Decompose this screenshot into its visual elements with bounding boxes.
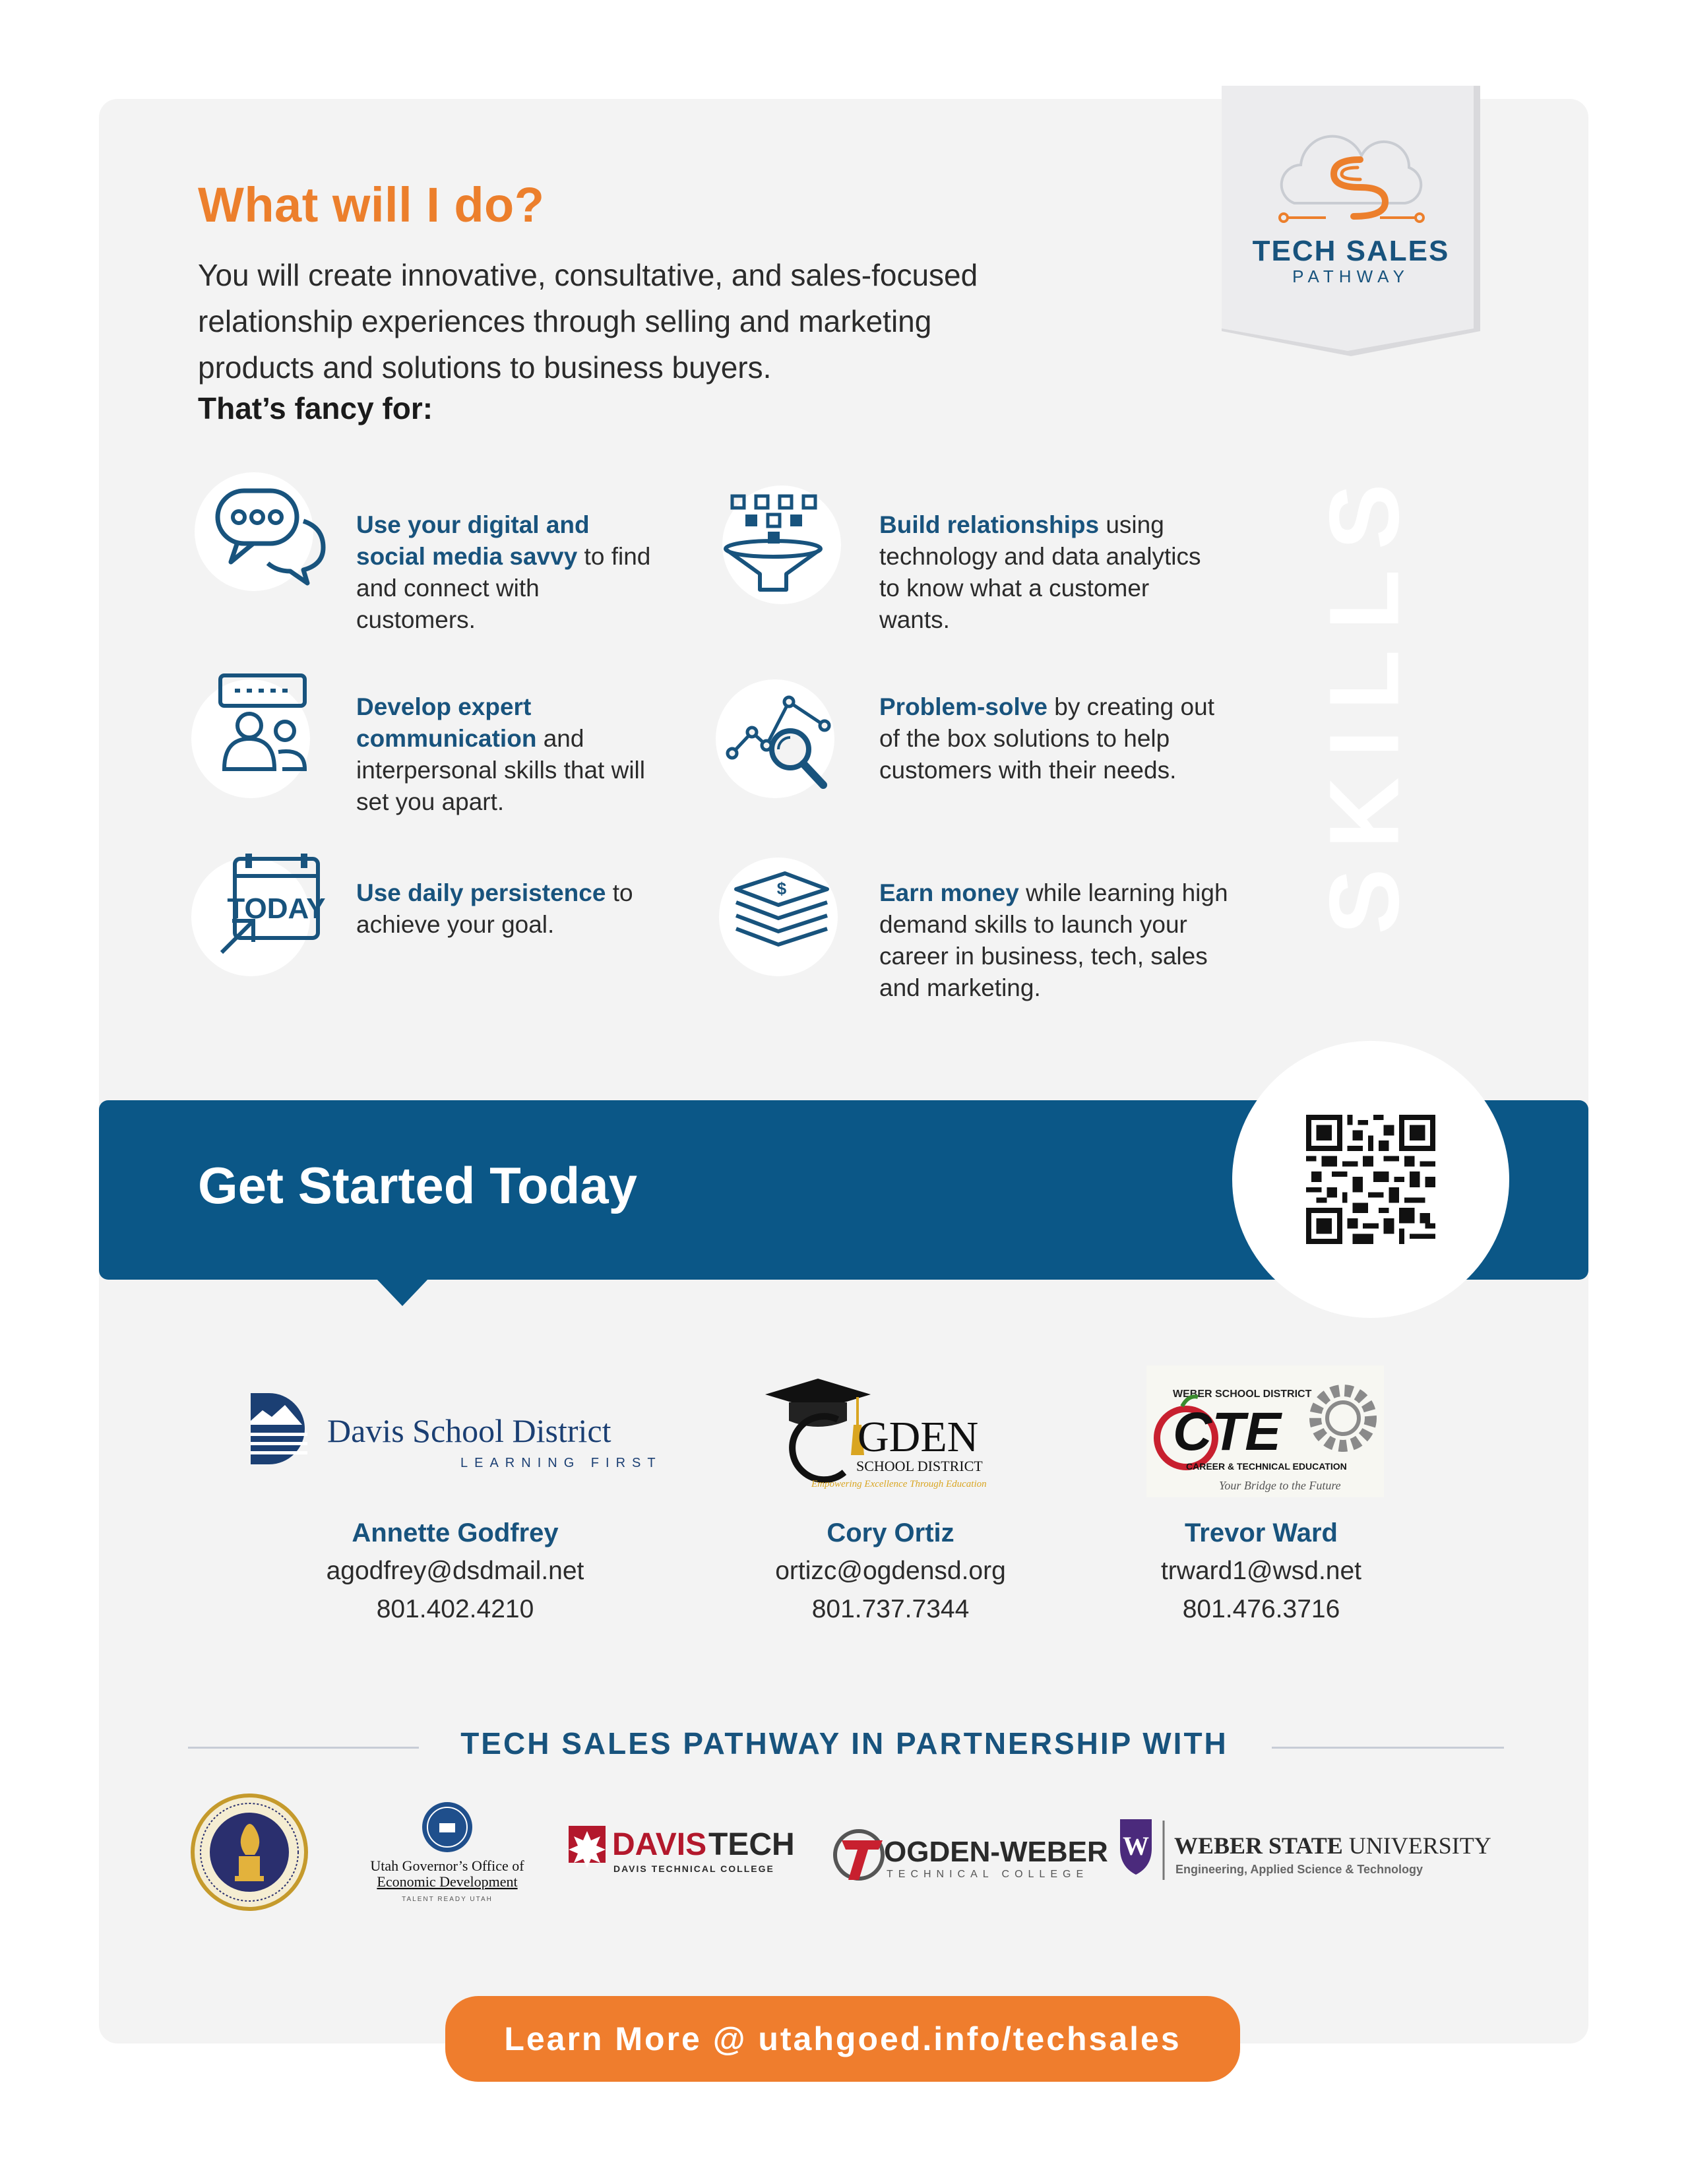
- skills-word: SKILLS: [1308, 464, 1420, 935]
- partnership-title: TECH SALES PATHWAY IN PARTNERSHIP WITH: [460, 1726, 1228, 1761]
- ogden-weber-tech-logo: [832, 1821, 1108, 1887]
- svg-text:W: W: [1123, 1831, 1149, 1861]
- band-pointer: [376, 1278, 429, 1306]
- contact-email[interactable]: ortizc@ogdensd.org: [775, 1557, 1006, 1585]
- svg-text:OGDEN-WEBER: OGDEN-WEBER: [884, 1836, 1108, 1868]
- svg-text:Davis School District: Davis School District: [327, 1412, 611, 1449]
- intro-paragraph: You will create innovative, consultative, and sales-focused relationship experiences through selling and marketing products and solutions to business buyers.: [198, 258, 978, 385]
- contact-name: Cory Ortiz: [827, 1518, 954, 1547]
- calendar-today-text: TODAY: [227, 892, 326, 925]
- svg-text:$: $: [776, 879, 787, 898]
- contact-name: Trevor Ward: [1185, 1518, 1338, 1547]
- svg-text:TECH: TECH: [708, 1827, 795, 1862]
- badge-title: TECH SALES: [1252, 235, 1450, 267]
- people-conversation-icon: [216, 673, 309, 772]
- weber-cte-logo: [1146, 1365, 1384, 1497]
- utah-goed-logo: [361, 1799, 533, 1912]
- svg-text:CAREER & TECHNICAL EDUCATION: CAREER & TECHNICAL EDUCATION: [1186, 1461, 1347, 1472]
- svg-text:WEBER SCHOOL DISTRICT: WEBER SCHOOL DISTRICT: [1173, 1388, 1312, 1400]
- svg-text:Economic Development: Economic Development: [377, 1873, 518, 1890]
- contact-weber: [1063, 1518, 1459, 1633]
- svg-text:DAVIS TECHNICAL COLLEGE: DAVIS TECHNICAL COLLEGE: [613, 1863, 774, 1874]
- svg-text:Your Bridge to the Future: Your Bridge to the Future: [1219, 1479, 1341, 1492]
- davis-school-district-logo: [251, 1390, 673, 1476]
- svg-text:TECHNICAL COLLEGE: TECHNICAL COLLEGE: [887, 1869, 1089, 1880]
- svg-text:DAVIS: DAVIS: [612, 1827, 707, 1862]
- skills-vertical-text: [1308, 435, 1420, 963]
- calendar-today-icon: [216, 852, 326, 958]
- svg-text:GDEN: GDEN: [858, 1413, 979, 1461]
- contact-email[interactable]: agodfrey@dsdmail.net: [326, 1557, 584, 1585]
- weber-state-university-logo: [1116, 1814, 1491, 1887]
- section-title: What will I do?: [198, 177, 545, 232]
- ogden-school-district-logo: [759, 1379, 1009, 1491]
- chat-bubbles-icon: [211, 482, 330, 587]
- svg-text:Utah Governor’s Office of: Utah Governor’s Office of: [370, 1857, 524, 1874]
- davistech-logo: [569, 1822, 793, 1881]
- svg-text:Empowering Excellence Through: Empowering Excellence Through Education: [811, 1479, 987, 1489]
- contact-phone[interactable]: 801.402.4210: [376, 1595, 534, 1623]
- svg-text:CTE: CTE: [1173, 1402, 1281, 1462]
- contact-davis: [257, 1518, 653, 1633]
- contact-ogden: [693, 1518, 1088, 1633]
- contact-phone[interactable]: 801.737.7344: [811, 1595, 970, 1623]
- fancy-label: That’s fancy for:: [198, 391, 433, 425]
- svg-text:LEARNING FIRST: LEARNING FIRST: [460, 1456, 662, 1470]
- contact-name: Annette Godfrey: [352, 1518, 559, 1547]
- svg-text:WEBER STATE UNIVERSITY: WEBER STATE UNIVERSITY: [1174, 1832, 1491, 1859]
- svg-text:TALENT READY UTAH: TALENT READY UTAH: [402, 1896, 493, 1903]
- get-started-title: Get Started Today: [198, 1156, 638, 1214]
- contact-email[interactable]: trward1@wsd.net: [1160, 1557, 1362, 1585]
- qr-code[interactable]: [1306, 1115, 1435, 1244]
- badge-subtitle: PATHWAY: [1292, 266, 1410, 286]
- svg-text:SCHOOL DISTRICT: SCHOOL DISTRICT: [856, 1458, 983, 1474]
- svg-text:Engineering, Applied Science &: Engineering, Applied Science & Technology: [1175, 1863, 1423, 1876]
- money-stack-icon: [732, 869, 831, 955]
- data-funnel-icon: [719, 493, 825, 592]
- analytics-magnifier-icon: [726, 693, 838, 792]
- tech-sales-badge: [1222, 86, 1480, 356]
- learn-more-button[interactable]: Learn More @ utahgoed.info/techsales: [445, 1996, 1240, 2082]
- contact-phone[interactable]: 801.476.3716: [1182, 1595, 1340, 1623]
- utah-board-of-education-seal: [190, 1793, 309, 1912]
